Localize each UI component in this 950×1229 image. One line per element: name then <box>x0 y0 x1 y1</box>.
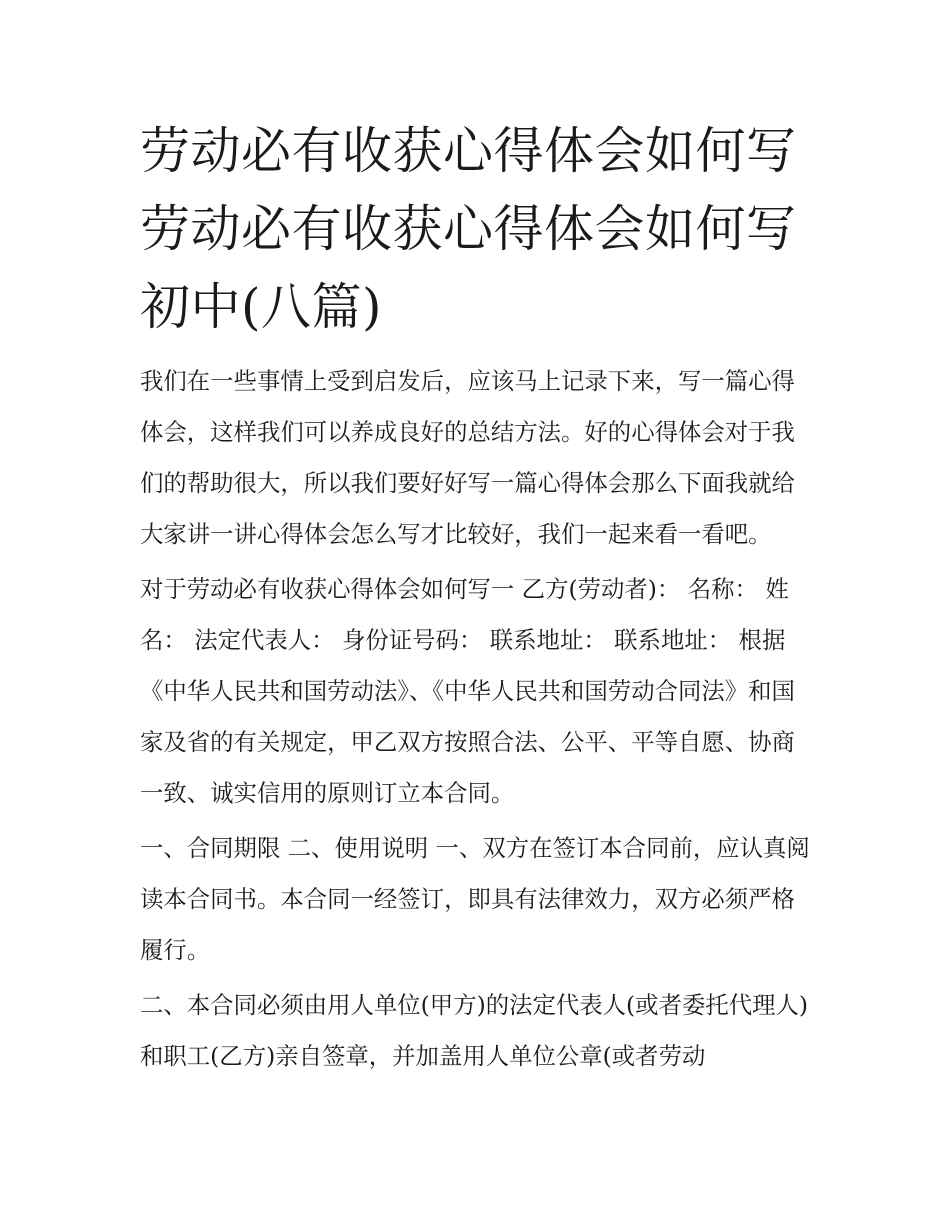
title-line-1: 劳动必有收获心得体会如何写 <box>140 122 797 180</box>
title-line-2: 劳动必有收获心得体会如何写 <box>140 200 797 258</box>
document-title <box>140 112 812 346</box>
paragraph-intro: 我们在一些事情上受到启发后，应该马上记录下来，写一篇心得体会，这样我们可以养成良好的总结方法。好的心得体会对于我们的帮助很大，所以我们要好好写一篇心得体会那么下面我就给大家讲一讲心得体会怎么写才比较好，我们一起来看一看吧。 <box>140 367 795 548</box>
paragraph-contract-parties: 对于劳动必有收获心得体会如何写一 乙方(劳动者)： 名称： 姓名： 法定代表人： 身份证号码： 联系地址： 联系地址： 根据《中华人民共和国劳动法》、《中华人民共和国劳动合同法》和国家及省的有关规定，甲乙双方按照合法、公平、平等自愿、协商一致、诚实信用的原则订立本合同。 <box>140 575 795 807</box>
paragraph-contract-term: 一、合同期限 二、使用说明 一、双方在签订本合同前，应认真阅读本合同书。本合同一经签订，即具有法律效力，双方必须严格履行。 <box>140 834 810 964</box>
paragraph-signing-rule: 二、本合同必须由用人单位(甲方)的法定代表人(或者委托代理人)和职工(乙方)亲自签章，并加盖用人单位公章(或者劳动 <box>140 991 809 1070</box>
title-line-3: 初中(八篇) <box>140 278 383 336</box>
document-page <box>140 112 812 1086</box>
